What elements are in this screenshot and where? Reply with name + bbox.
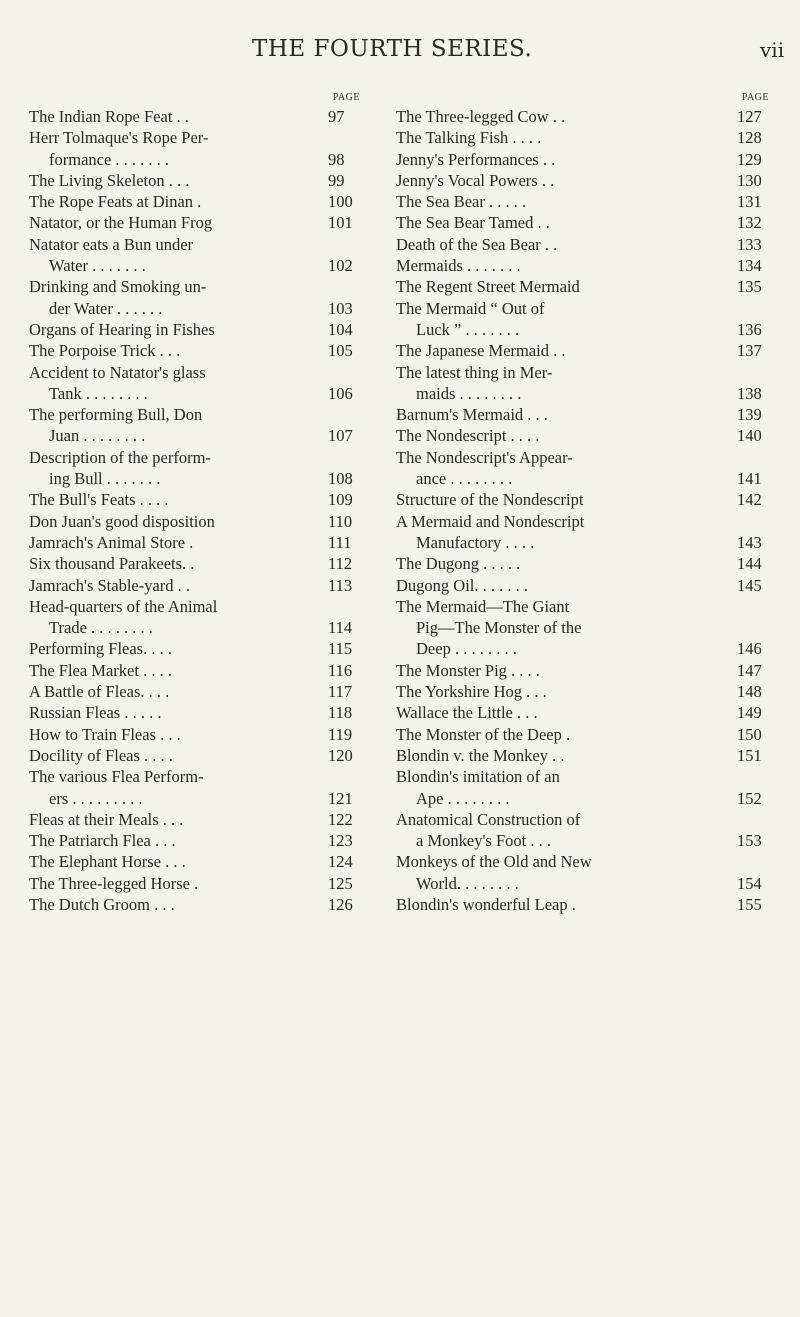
entry-page-number: 143 (737, 532, 762, 552)
entry-page-number: 134 (737, 256, 762, 276)
entry-page-number: 122 (328, 809, 353, 829)
entry-page-number: 99 (328, 170, 345, 190)
entry-page-number: 101 (328, 213, 353, 233)
entry-title-line: Anatomical Construction of (396, 809, 581, 829)
entry-title-line: Ape . . . . . . . . (416, 788, 510, 808)
entry-title-line: The Sea Bear . . . . . (396, 192, 527, 212)
entry-page-number: 112 (328, 554, 353, 574)
entry-page-number: 130 (737, 170, 762, 190)
page-header (0, 36, 800, 68)
contents-entry (29, 745, 364, 766)
contents-entry (29, 681, 364, 702)
entry-title-line: A Mermaid and Nondescript (396, 511, 585, 531)
page-column-label: PAGE (741, 92, 769, 103)
entry-title-line: Jamrach's Animal Store . (29, 532, 194, 552)
entry-page-number: 148 (737, 682, 762, 702)
entry-title-line: How to Train Fleas . . . (29, 724, 181, 744)
contents-entry (29, 553, 364, 574)
entry-page-number: 107 (328, 426, 353, 446)
entry-page-number: 129 (737, 149, 762, 169)
entry-page-number: 136 (737, 319, 762, 339)
entry-title-line: Blondin v. the Monkey . . (396, 745, 565, 765)
entry-title-line: Death of the Sea Bear . . (396, 234, 558, 254)
entry-title-line: The Indian Rope Feat . . (29, 107, 189, 126)
entry-page-number: 146 (737, 639, 762, 659)
entry-page-number: 113 (328, 575, 353, 595)
entry-title-line: Herr Tolmaque's Rope Per- (29, 128, 209, 148)
entry-title-line: Luck ” . . . . . . . (416, 319, 520, 339)
entry-page-number: 105 (328, 341, 353, 361)
entry-page-number: 132 (737, 213, 762, 233)
contents-entry (29, 447, 364, 490)
contents-entry (29, 404, 364, 447)
contents-entry (396, 170, 773, 191)
entry-title-line: Jenny's Vocal Powers . . (396, 170, 555, 190)
entry-page-number: 97 (328, 107, 345, 126)
entry-page-number: 142 (737, 490, 762, 510)
entry-page-number: 109 (328, 490, 353, 510)
entry-title-line: der Water . . . . . . (49, 298, 163, 318)
entry-page-number: 116 (328, 660, 353, 680)
entry-title-line: Jamrach's Stable-yard . . (29, 575, 191, 595)
entry-page-number: 108 (328, 469, 353, 489)
entry-page-number: 118 (328, 703, 353, 723)
entry-title-line: The Nondescript's Appear- (396, 447, 573, 467)
entry-title-line: The Three-legged Horse . (29, 873, 199, 893)
contents-entry (396, 766, 773, 809)
contents-entry (396, 234, 773, 255)
contents-entry (29, 127, 364, 170)
contents-entry (396, 106, 773, 127)
contents-entry (396, 191, 773, 212)
contents-entry (29, 724, 364, 745)
contents-entry (396, 894, 773, 915)
entry-title-line: Organs of Hearing in Fishes (29, 319, 215, 339)
entry-page-number: 145 (737, 575, 762, 595)
contents-column-right (396, 90, 773, 915)
entry-page-number: 98 (328, 149, 345, 169)
entry-title-line: Natator eats a Bun under (29, 234, 194, 254)
contents-entry (29, 191, 364, 212)
entry-page-number: 100 (328, 192, 353, 212)
entry-title-line: The Monster Pig . . . . (396, 660, 540, 680)
entry-title-line: Juan . . . . . . . . (49, 426, 146, 446)
entry-title-line: Head-quarters of the Animal (29, 596, 218, 616)
contents-entry (29, 830, 364, 851)
entry-title-line: The Living Skeleton . . . (29, 170, 190, 190)
entry-title-line: Structure of the Nondescript (396, 490, 584, 510)
entry-page-number: 133 (737, 234, 762, 254)
entry-title-line: Monkeys of the Old and New (396, 852, 592, 872)
contents-entry (396, 681, 773, 702)
contents-entry (29, 638, 364, 659)
entry-title-line: Deep . . . . . . . . (416, 639, 517, 659)
contents-column-left (29, 90, 364, 915)
entry-page-number: 151 (737, 745, 762, 765)
entry-title-line: Tank . . . . . . . . (49, 383, 148, 403)
contents-entry (396, 724, 773, 745)
contents-entry (396, 362, 773, 405)
contents-entry (29, 362, 364, 405)
entry-title-line: The Yorkshire Hog . . . (396, 682, 547, 702)
contents-entry (29, 276, 364, 319)
contents-entry (29, 212, 364, 233)
entry-title-line: The Patriarch Flea . . . (29, 831, 176, 851)
entry-page-number: 150 (737, 724, 762, 744)
contents-entry (396, 851, 773, 894)
entry-title-line: Fleas at their Meals . . . (29, 809, 184, 829)
entry-title-line: The Porpoise Trick . . . (29, 341, 181, 361)
contents-entry (29, 511, 364, 532)
entry-title-line: Drinking and Smoking un- (29, 277, 207, 297)
contents-entry (29, 766, 364, 809)
entry-title-line: Blondin's wonderful Leap . (396, 894, 576, 914)
contents-entry (29, 809, 364, 830)
contents-entry (396, 575, 773, 596)
entry-page-number: 119 (328, 724, 353, 744)
contents-entry (396, 511, 773, 554)
contents-entry (29, 596, 364, 639)
entry-title-line: The Bull's Feats . . . . (29, 490, 169, 510)
page-column-label: PAGE (332, 92, 360, 103)
entry-title-line: Water . . . . . . . (49, 256, 146, 276)
entry-page-number: 154 (737, 873, 762, 893)
entry-title-line: Accident to Natator's glass (29, 362, 206, 382)
contents-entry (29, 170, 364, 191)
contents-entry (396, 745, 773, 766)
entry-page-number: 138 (737, 383, 762, 403)
contents-entry (29, 106, 364, 127)
entry-title-line: ing Bull . . . . . . . (49, 469, 161, 489)
contents-entry (29, 340, 364, 361)
entry-page-number: 131 (737, 192, 762, 212)
entry-title-line: A Battle of Fleas. . . . (29, 682, 170, 702)
contents-entry (29, 575, 364, 596)
entry-page-number: 137 (737, 341, 762, 361)
entry-title-line: Description of the perform- (29, 447, 211, 467)
entry-page-number: 121 (328, 788, 353, 808)
entry-page-number: 155 (737, 894, 762, 914)
entry-page-number: 114 (328, 618, 353, 638)
contents-entry (396, 425, 773, 446)
entry-title-line: World. . . . . . . . (416, 873, 519, 893)
contents-entry (396, 553, 773, 574)
entry-title-line: The Mermaid “ Out of (396, 298, 545, 318)
contents-entry (29, 851, 364, 872)
entry-title-line: Dugong Oil. . . . . . . (396, 575, 528, 595)
entry-page-number: 147 (737, 660, 762, 680)
entry-title-line: The Rope Feats at Dinan . (29, 192, 202, 212)
entry-title-line: ers . . . . . . . . . (49, 788, 143, 808)
entry-title-line: Wallace the Little . . . (396, 703, 538, 723)
contents-entry (29, 319, 364, 340)
contents-entry (396, 212, 773, 233)
entry-page-number: 111 (328, 532, 352, 552)
entry-title-line: Barnum's Mermaid . . . (396, 405, 548, 425)
entry-title-line: Russian Fleas . . . . . (29, 703, 162, 723)
entry-page-number: 152 (737, 788, 762, 808)
entry-title-line: The latest thing in Mer- (396, 362, 553, 382)
contents-entry (29, 873, 364, 894)
entry-page-number: 149 (737, 703, 762, 723)
entry-title-line: The Mermaid—The Giant (396, 596, 570, 616)
entry-title-line: The Talking Fish . . . . (396, 128, 542, 148)
entry-title-line: The Sea Bear Tamed . . (396, 213, 550, 233)
entry-title-line: Don Juan's good disposition (29, 511, 215, 531)
contents-entry (396, 404, 773, 425)
entry-page-number: 144 (737, 554, 762, 574)
entry-page-number: 125 (328, 873, 353, 893)
contents-entry (396, 255, 773, 276)
entry-title-line: Trade . . . . . . . . (49, 618, 153, 638)
entry-title-line: The Elephant Horse . . . (29, 852, 186, 872)
contents-entry (396, 276, 773, 297)
entry-page-number: 103 (328, 298, 353, 318)
entry-page-number: 104 (328, 319, 353, 339)
entry-page-number: 127 (737, 107, 762, 126)
contents-entry (396, 660, 773, 681)
entry-title-line: Natator, or the Human Frog (29, 213, 213, 233)
entry-title-line: Six thousand Parakeets. . (29, 554, 195, 574)
entry-list (396, 106, 773, 915)
entry-title-line: Pig—The Monster of the (416, 618, 582, 638)
entry-title-line: The various Flea Perform- (29, 767, 204, 787)
page-number: vii (760, 38, 785, 62)
entry-title-line: The Monster of the Deep . (396, 724, 571, 744)
contents-entry (396, 127, 773, 148)
entry-title-line: The Dutch Groom . . . (29, 894, 175, 914)
entry-page-number: 110 (328, 511, 353, 531)
entry-title-line: Manufactory . . . . (416, 532, 535, 552)
entry-title-line: a Monkey's Foot . . . (416, 831, 551, 851)
entry-title-line: Performing Fleas. . . . (29, 639, 172, 659)
contents-entry (396, 809, 773, 852)
entry-page-number: 128 (737, 128, 762, 148)
entry-page-number: 124 (328, 852, 353, 872)
running-title: THE FOURTH SERIES. (252, 36, 533, 62)
entry-title-line: The Dugong . . . . . (396, 554, 521, 574)
contents-entry (396, 702, 773, 723)
entry-page-number: 106 (328, 383, 353, 403)
entry-title-line: The Flea Market . . . . (29, 660, 172, 680)
contents-entry (29, 894, 364, 915)
entry-title-line: Mermaids . . . . . . . (396, 256, 521, 276)
entry-title-line: Docility of Fleas . . . . (29, 745, 173, 765)
contents-entry (396, 149, 773, 170)
contents-entry (29, 234, 364, 277)
contents-entry (396, 447, 773, 490)
entry-page-number: 153 (737, 831, 762, 851)
entry-page-number: 115 (328, 639, 353, 659)
entry-title-line: The performing Bull, Don (29, 405, 203, 425)
contents-entry (396, 489, 773, 510)
contents-entry (29, 532, 364, 553)
entry-page-number: 123 (328, 831, 353, 851)
entry-page-number: 126 (328, 894, 353, 914)
contents-entry (29, 702, 364, 723)
entry-title-line: maids . . . . . . . . (416, 383, 522, 403)
entry-title-line: The Nondescript . . . . (396, 426, 540, 446)
entry-title-line: The Japanese Mermaid . . (396, 341, 566, 361)
entry-page-number: 102 (328, 256, 353, 276)
entry-title-line: Jenny's Performances . . (396, 149, 556, 169)
entry-page-number: 117 (328, 682, 353, 702)
contents-entry (396, 298, 773, 341)
entry-list (29, 106, 364, 915)
entry-page-number: 141 (737, 469, 762, 489)
entry-page-number: 120 (328, 745, 353, 765)
entry-title-line: The Regent Street Mermaid (396, 277, 580, 297)
entry-title-line: The Three-legged Cow . . (396, 107, 566, 126)
contents-entry (29, 660, 364, 681)
entry-title-line: Blondin's imitation of an (396, 767, 560, 787)
entry-title-line: formance . . . . . . . (49, 149, 170, 169)
entry-page-number: 140 (737, 426, 762, 446)
entry-page-number: 139 (737, 405, 762, 425)
entry-page-number: 135 (737, 277, 762, 297)
entry-title-line: ance . . . . . . . . (416, 469, 513, 489)
contents-entry (396, 596, 773, 660)
contents-entry (29, 489, 364, 510)
contents-entry (396, 340, 773, 361)
